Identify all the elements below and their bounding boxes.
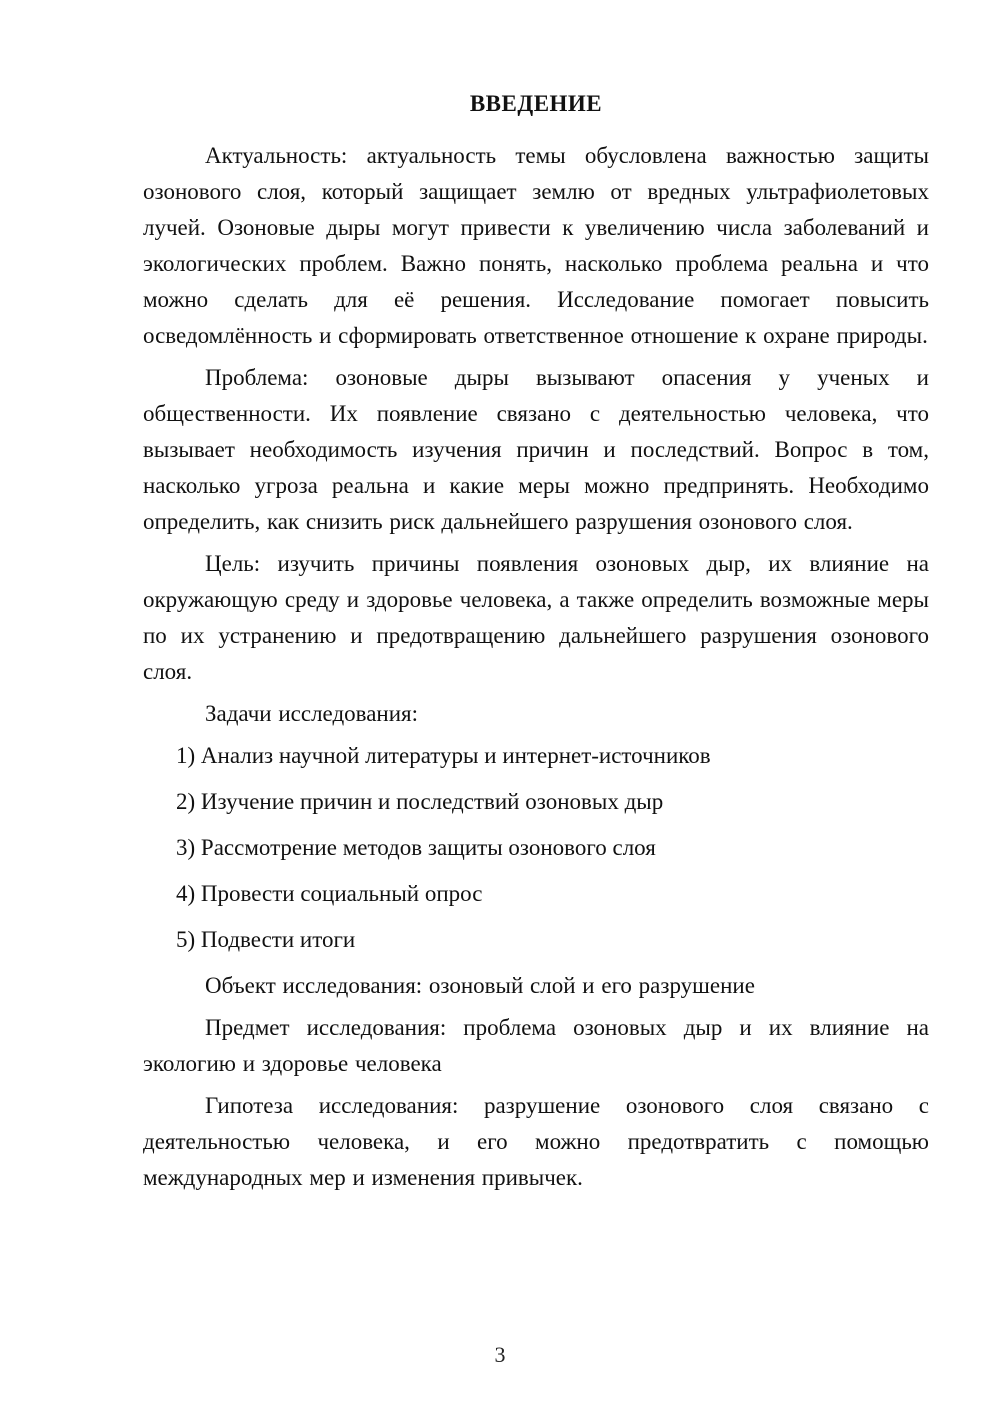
task-list [143,738,929,958]
task-list-item: 4) Провести социальный опрос [176,881,483,906]
paragraph-goal: Цель: изучить причины появления озоновых дыр, их влияние на окружающую среду и здоровье человека, а также определить возможные меры по их устранению и предотвращению дальнейшего разрушения озонового слоя. [143,551,929,684]
page-number: 3 [494,1342,506,1367]
paragraph-subject: Предмет исследования: проблема озоновых дыр и их влияние на экологию и здоровье человека [143,1015,929,1076]
paragraph-problem: Проблема: озоновые дыры вызывают опасения у ученых и общественности. Их появление связано с деятельностью человека, что вызывает необходимость изучения причин и последствий. Вопрос в том, насколько угроза реальна и какие меры можно предпринять. Необходимо определить, как снизить риск дальнейшего разрушения озонового слоя. [143,365,929,534]
paragraph-object: Объект исследования: озоновый слой и его разрушение [205,973,755,998]
paragraph-hypothesis: Гипотеза исследования: разрушение озонового слоя связано с деятельностью человека, и его можно предотвратить с помощью международных мер и изменения привычек. [143,1093,929,1190]
page-title: ВВЕДЕНИЕ [469,91,603,116]
task-list-item: 2) Изучение причин и последствий озоновых дыр [176,789,664,814]
task-list-item: 5) Подвести итоги [176,927,356,952]
task-list-item: 3) Рассмотрение методов защиты озонового слоя [176,835,656,860]
paragraph-tasks-heading: Задачи исследования: [205,701,419,726]
task-list-item: 1) Анализ научной литературы и интернет-источников [176,743,711,768]
paragraph-relevance: Актуальность: актуальность темы обусловлена важностью защиты озонового слоя, который защищает землю от вредных ультрафиолетовых лучей. Озоновые дыры могут привести к увеличению числа заболеваний и экологических проблем. Важно понять, насколько проблема реальна и что можно сделать для её решения. Исследование помогает повысить осведомлённость и сформировать ответственное отношение к охране природы. [143,143,929,348]
